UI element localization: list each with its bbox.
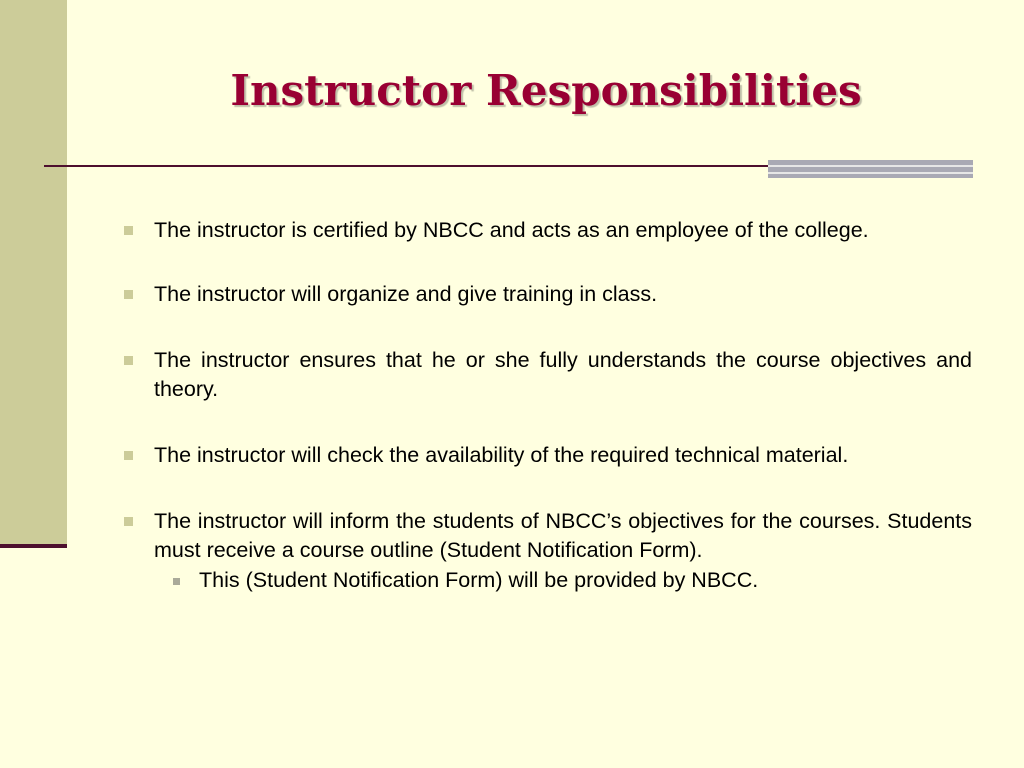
bullet-text: The instructor will check the availability of the required technical material. <box>154 443 849 467</box>
list-item <box>122 216 972 245</box>
small-square-bullet-icon <box>173 578 180 585</box>
list-item <box>122 507 972 565</box>
square-bullet-icon <box>124 517 133 526</box>
bullet-text: The instructor will inform the students of NBCC’s objectives for the courses. Students must receive a course outline (Student Notification Form). <box>154 509 972 562</box>
title-underline <box>44 165 774 167</box>
title-decoration-block <box>768 160 973 178</box>
bullet-text: The instructor will organize and give training in class. <box>154 282 658 306</box>
slide-title: Instructor Responsibilities <box>230 66 862 115</box>
bullet-list <box>122 216 972 595</box>
sub-bullet-text: This (Student Notification Form) will be provided by NBCC. <box>199 568 759 592</box>
square-bullet-icon <box>124 290 133 299</box>
list-item <box>122 346 972 404</box>
bullet-text: The instructor is certified by NBCC and acts as an employee of the college. <box>154 218 869 242</box>
bullet-text: The instructor ensures that he or she fully understands the course objectives and theory. <box>154 348 972 401</box>
left-accent-rule <box>0 544 67 548</box>
sub-list-item <box>199 566 972 595</box>
square-bullet-icon <box>124 451 133 460</box>
list-item <box>122 441 972 470</box>
square-bullet-icon <box>124 356 133 365</box>
list-item <box>122 280 972 309</box>
square-bullet-icon <box>124 226 133 235</box>
